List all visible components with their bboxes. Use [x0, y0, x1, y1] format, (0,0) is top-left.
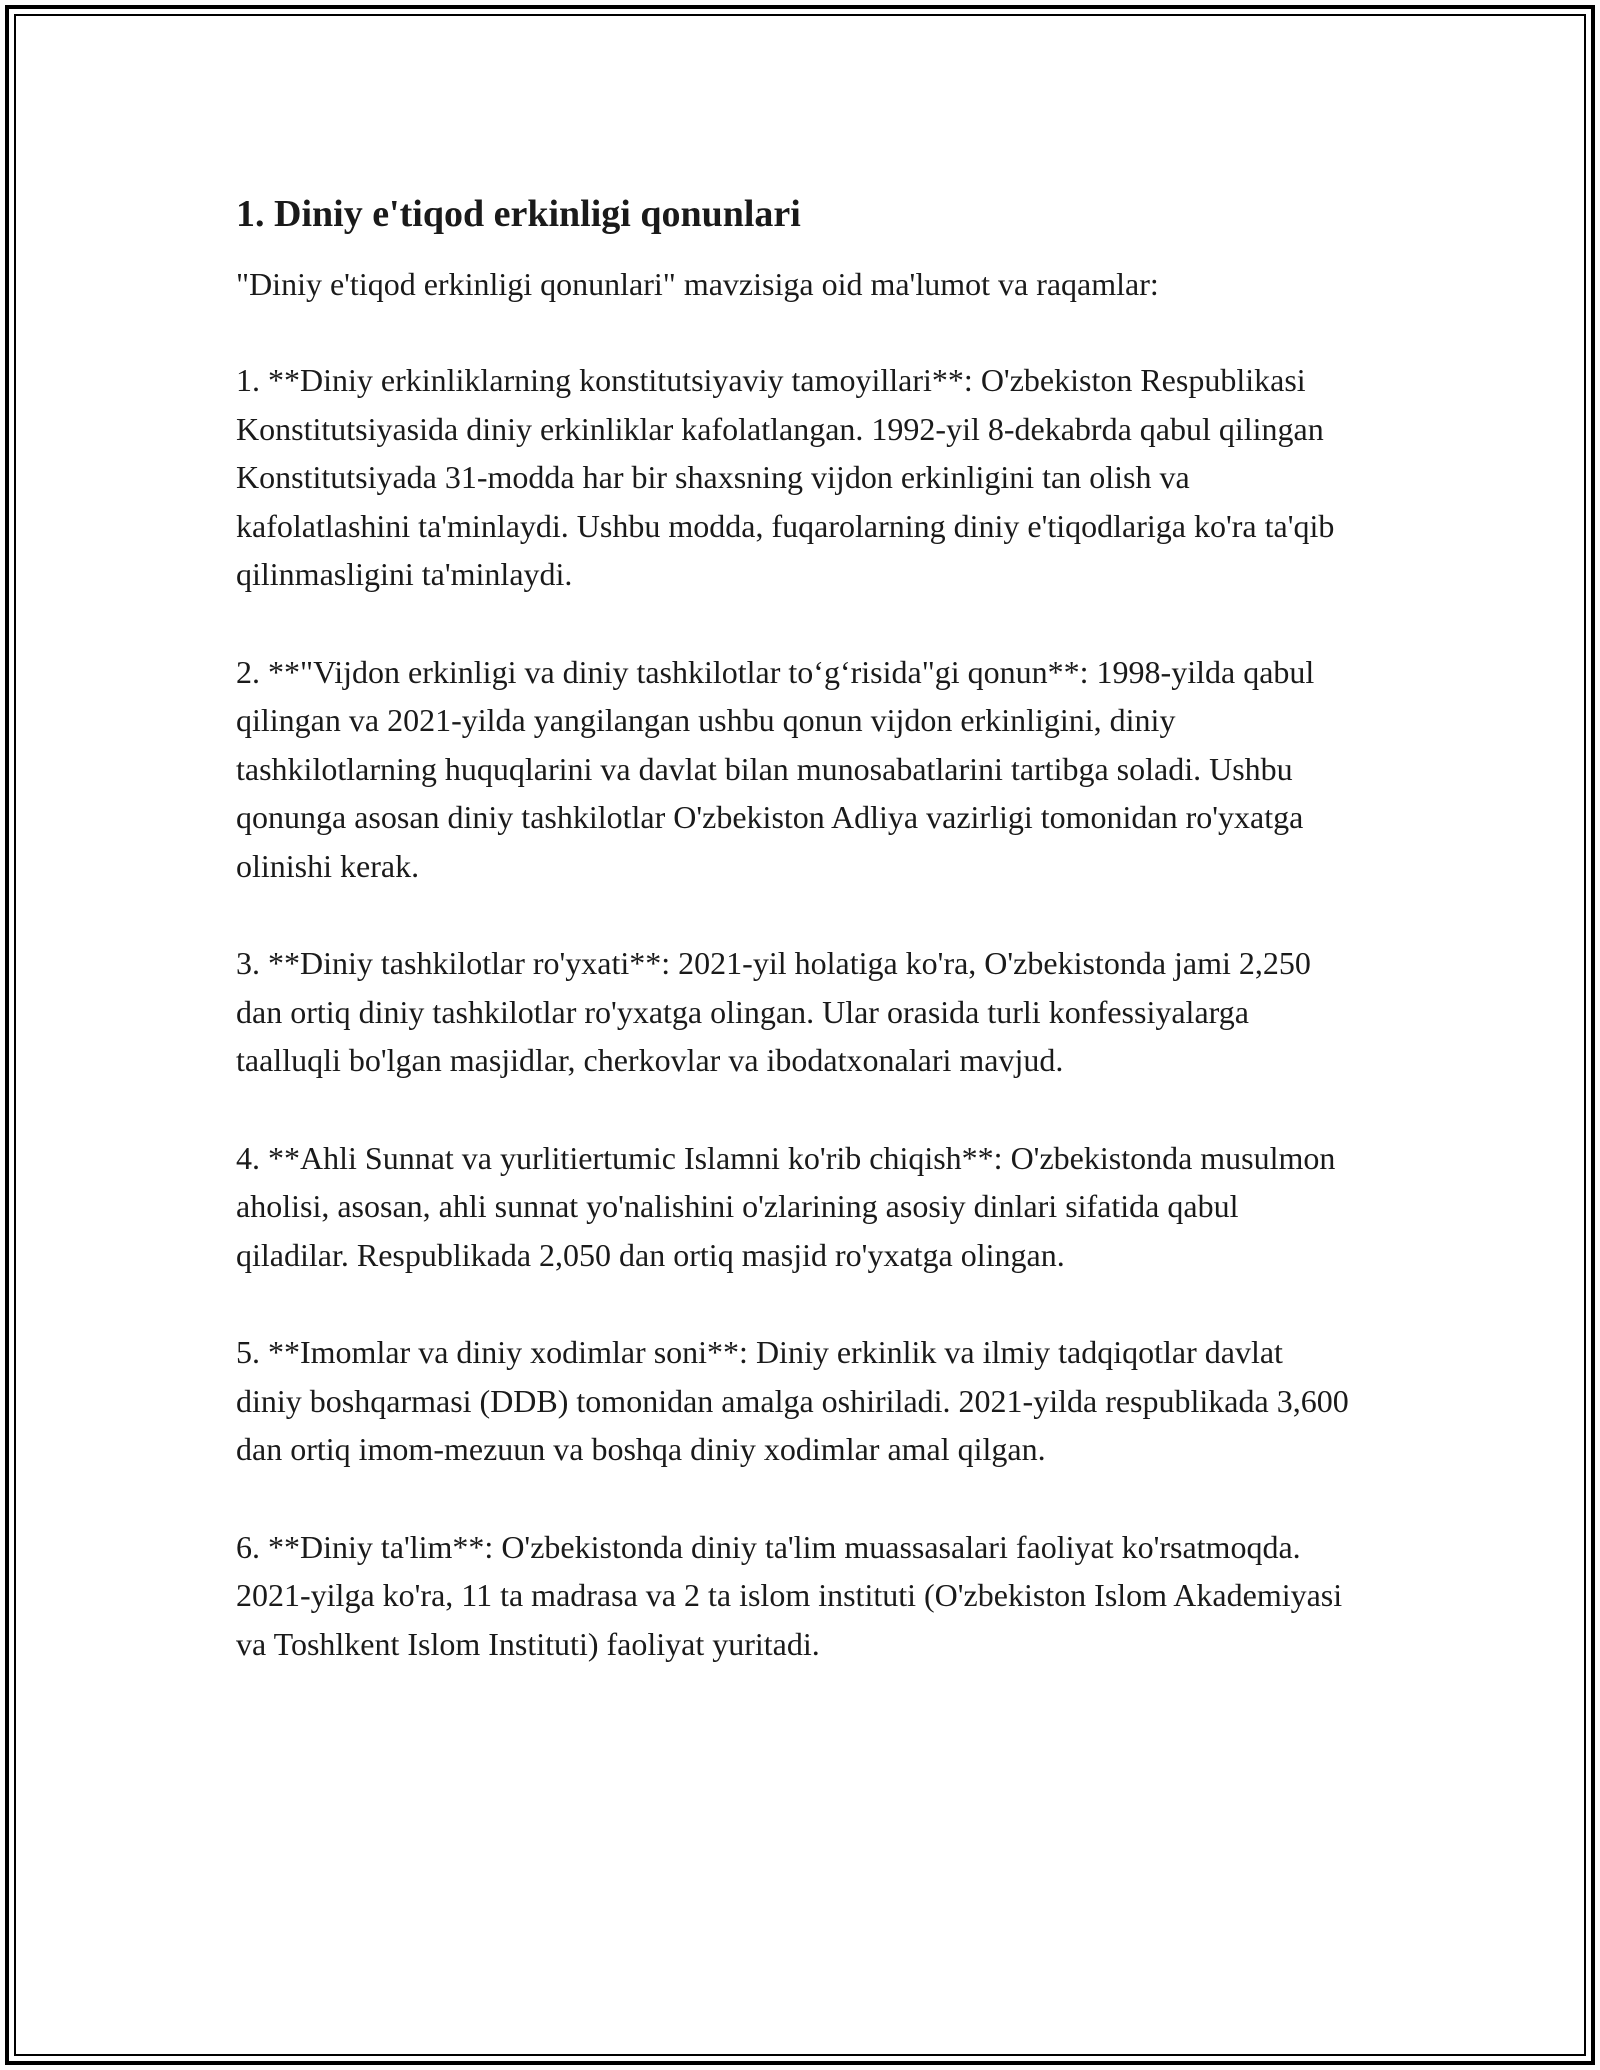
document-intro: "Diniy e'tiqod erkinligi qonunlari" mavzisiga oid ma'lumot va raqamlar: [236, 266, 1159, 302]
list-item-5: 5. **Imomlar va diniy xodimlar soni**: Diniy erkinlik va ilmiy tadqiqotlar davlat diniy boshqarmasi (DDB) tomonidan amalga oshiriladi. 2021-yilda respublikada 3,600 dan ortiq imom-mezuun va boshqa diniy xodimlar amal qilgan. [236, 1334, 1349, 1467]
document-body [236, 190, 1356, 1717]
list-item-3: 3. **Diniy tashkilotlar ro'yxati**: 2021-yil holatiga ko'ra, O'zbekistonda jami 2,250 dan ortiq diniy tashkilotlar ro'yxatga olingan. Ular orasida turli konfessiyalarga taalluqli bo'lgan masjidlar, cherkovlar va ibodatxonalari mavjud. [236, 945, 1311, 1078]
document-title: 1. Diniy e'tiqod erkinligi qonunlari [236, 193, 801, 235]
list-item-6: 6. **Diniy ta'lim**: O'zbekistonda diniy ta'lim muassasalari faoliyat ko'rsatmoqda. 2021-yilga ko'ra, 11 ta madrasa va 2 ta islom instituti (O'zbekiston Islom Akademiyasi va Toshlkent Islom Instituti) faoliyat yuritadi. [236, 1528, 1343, 1662]
list-item-1: 1. **Diniy erkinliklarning konstitutsiyaviy tamoyillari**: O'zbekiston Respublikasi Konstitutsiyasida diniy erkinliklar kafolatlangan. 1992-yil 8-dekabrda qabul qilingan Konstitutsiyada 31-modda har bir shaxsning vijdon erkinligini tan olish va kafolatlashini ta'minlaydi. Ushbu modda, fuqarolarning diniy e'tiqodlariga ko'ra ta'qib qilinmasligini ta'minlaydi. [236, 362, 1335, 592]
list-item-2: 2. **"Vijdon erkinligi va diniy tashkilotlar to‘g‘risida"gi qonun**: 1998-yilda qabul qilingan va 2021-yilda yangilangan ushbu qonun vijdon erkinligini, diniy tashkilotlarning huquqlarini va davlat bilan munosabatlarini tartibga soladi. Ushbu qonunga asosan diniy tashkilotlar O'zbekiston Adliya vazirligi tomonidan ro'yxatga olinishi kerak. [236, 653, 1315, 884]
list-item-4: 4. **Ahli Sunnat va yurlitiertumic Islamni ko'rib chiqish**: O'zbekistonda musulmon aholisi, asosan, ahli sunnat yo'nalishini o'zlarining asosiy dinlari sifatida qabul qiladilar. Respublikada 2,050 dan ortiq masjid ro'yxatga olingan. [236, 1139, 1336, 1273]
